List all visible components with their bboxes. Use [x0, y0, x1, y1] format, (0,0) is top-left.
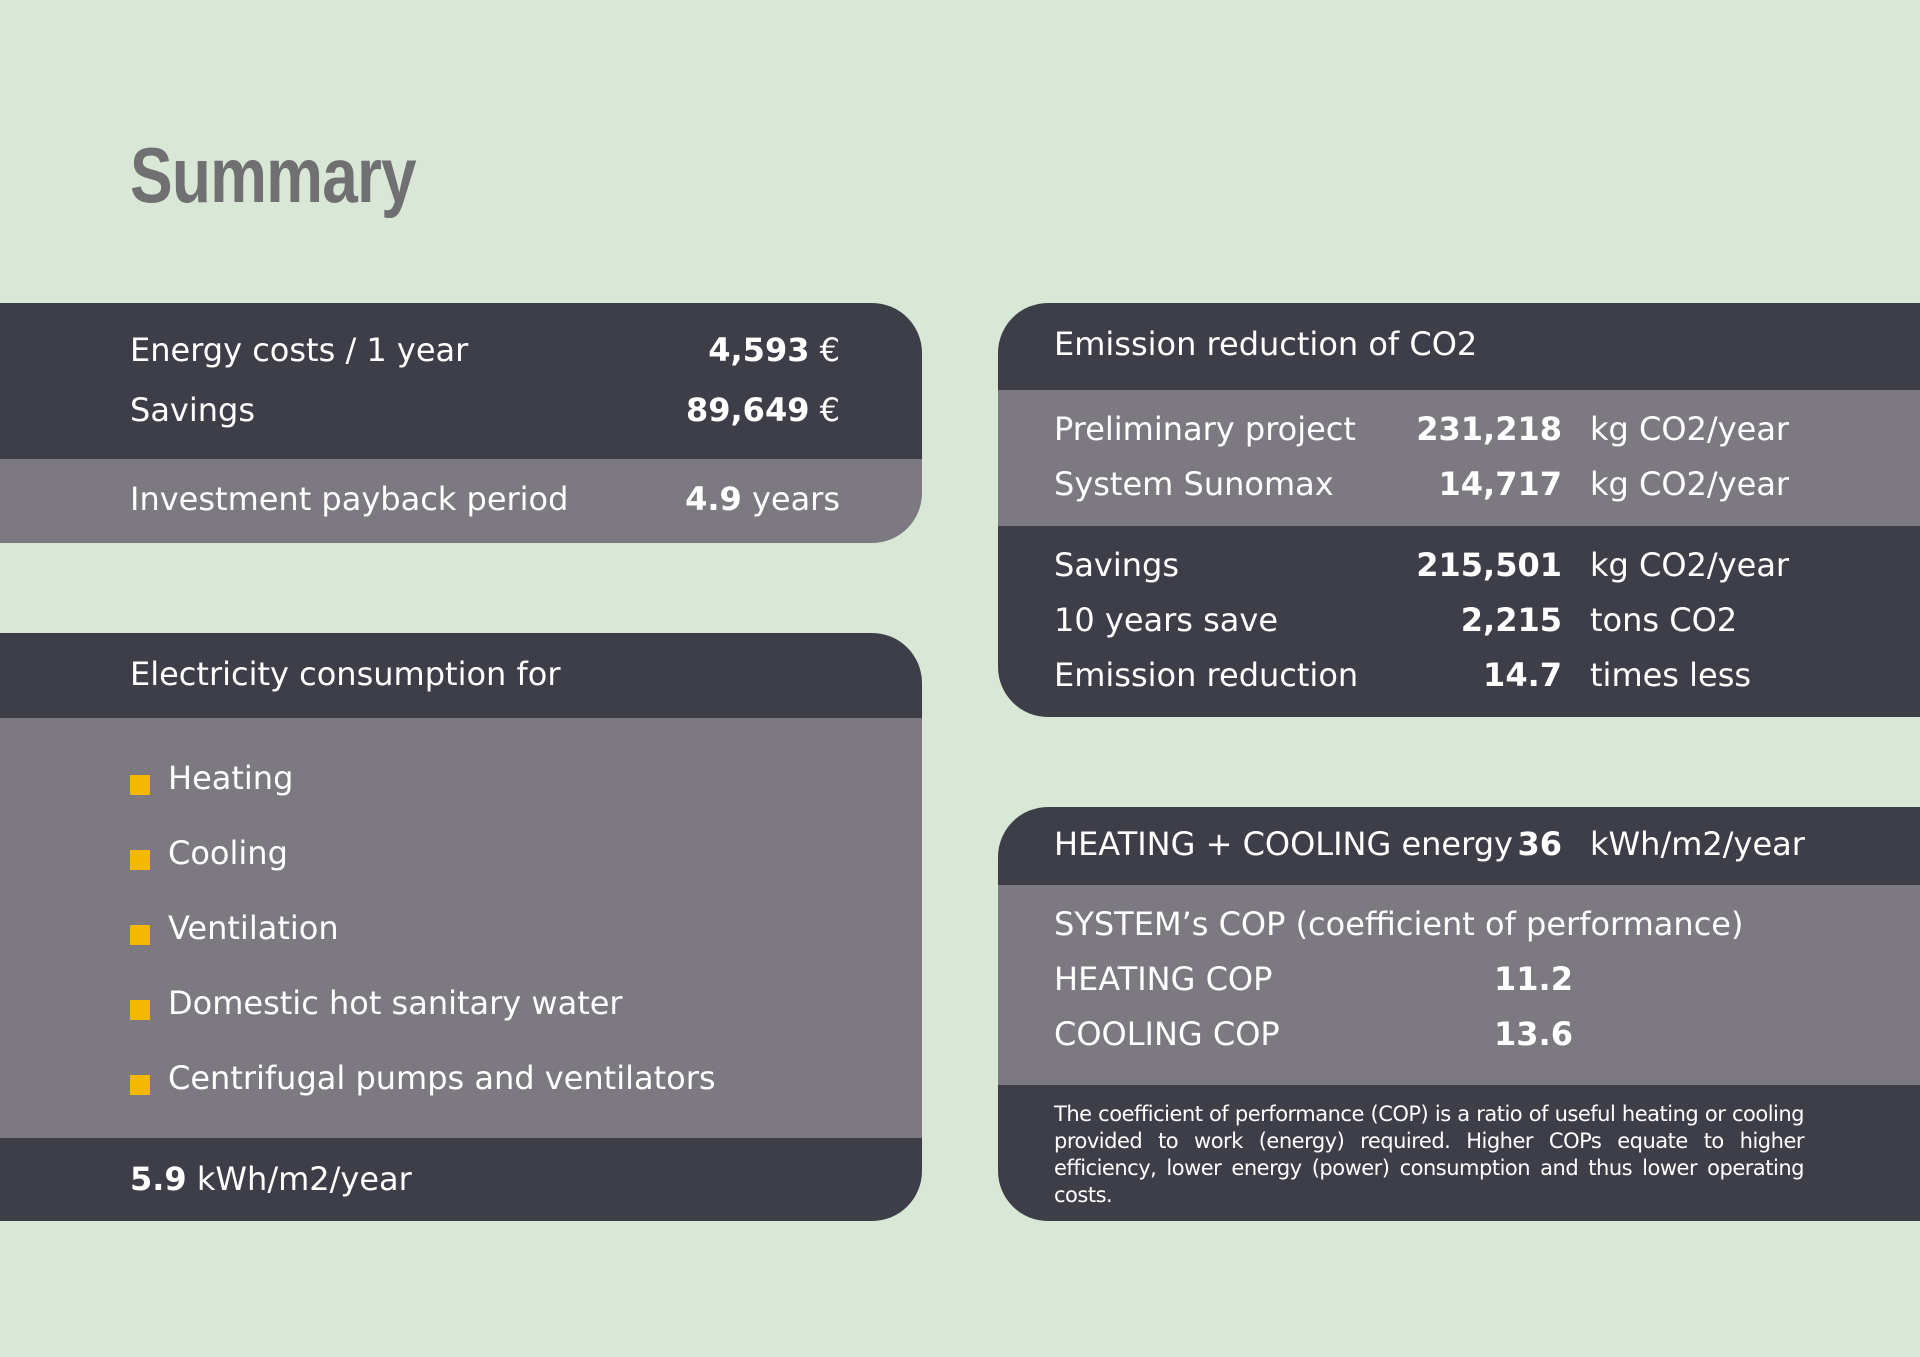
energy-costs-label: Energy costs / 1 year: [130, 331, 469, 369]
page-title: Summary: [130, 131, 416, 219]
payback-value: 4.9: [685, 480, 742, 518]
yellow-square-icon: [130, 1000, 150, 1020]
co2-row-value: 231,218: [1416, 410, 1562, 448]
co2-row-unit: times less: [1590, 656, 1752, 694]
cop-energy-label: HEATING + COOLING energy: [1054, 825, 1513, 863]
co2-row-unit: kg CO2/year: [1590, 410, 1790, 448]
yellow-square-icon: [130, 850, 150, 870]
cop-energy-value: 36: [1517, 825, 1562, 863]
yellow-square-icon: [130, 775, 150, 795]
energy-costs-value-group: [708, 331, 840, 369]
co2-row-value: 215,501: [1416, 546, 1562, 584]
energy-costs-value: 4,593: [708, 331, 810, 369]
electricity-card: [0, 633, 922, 1221]
co2-row-unit: tons CO2: [1590, 601, 1738, 639]
co2-project-section: [998, 390, 1920, 526]
energy-costs-unit: €: [819, 331, 840, 369]
co2-row-label: Savings: [1054, 546, 1180, 584]
cop-note-section: [998, 1085, 1920, 1221]
energy-costs-card: [0, 303, 922, 543]
list-item: Cooling: [168, 834, 288, 872]
electricity-total-group: [130, 1160, 412, 1198]
cop-cooling-value: 13.6: [1494, 1015, 1573, 1053]
co2-card: [998, 303, 1920, 717]
co2-row-unit: kg CO2/year: [1590, 546, 1790, 584]
yellow-square-icon: [130, 925, 150, 945]
cop-system-label: SYSTEM’s COP (coefficient of performance): [1054, 905, 1744, 943]
payback-value-group: [685, 480, 840, 518]
co2-row-value: 14.7: [1483, 656, 1562, 694]
co2-row-label: Emission reduction: [1054, 656, 1359, 694]
cop-heating-label: HEATING COP: [1054, 960, 1273, 998]
electricity-total-unit: kWh/m2/year: [196, 1160, 412, 1198]
list-item: Domestic hot sanitary water: [168, 984, 623, 1022]
co2-row-label: System Sunomax: [1054, 465, 1334, 503]
savings-label: Savings: [130, 391, 256, 429]
electricity-header-label: Electricity consumption for: [130, 655, 561, 693]
co2-row-value: 2,215: [1460, 601, 1562, 639]
cop-cooling-label: COOLING COP: [1054, 1015, 1280, 1053]
co2-header: [998, 303, 1920, 390]
co2-savings-section: [998, 526, 1920, 717]
electricity-total-value: 5.9: [130, 1160, 187, 1198]
payback-unit: years: [751, 480, 840, 518]
yellow-square-icon: [130, 1075, 150, 1095]
co2-row-unit: kg CO2/year: [1590, 465, 1790, 503]
co2-row-value: 14,717: [1438, 465, 1562, 503]
co2-header-label: Emission reduction of CO2: [1054, 325, 1478, 363]
payback-label: Investment payback period: [130, 480, 569, 518]
cop-heating-value: 11.2: [1494, 960, 1573, 998]
list-item: Ventilation: [168, 909, 339, 947]
list-item: Heating: [168, 759, 294, 797]
savings-unit: €: [819, 391, 840, 429]
electricity-total: [0, 1138, 922, 1221]
savings-value-group: [686, 391, 840, 429]
electricity-header: [0, 633, 922, 718]
co2-row-label: 10 years save: [1054, 601, 1279, 639]
cop-note: The coefficient of performance (COP) is a ratio of useful heating or cooling provided to work (energy) required. Higher COPs equate to higher efficiency, lower energy (power) consumption and thus lower operating costs.: [1054, 1102, 1804, 1207]
list-item: Centrifugal pumps and ventilators: [168, 1059, 716, 1097]
cop-energy-unit: kWh/m2/year: [1590, 825, 1805, 863]
co2-row-label: Preliminary project: [1054, 410, 1356, 448]
energy-costs-section: [0, 303, 922, 459]
electricity-list: [0, 718, 922, 1138]
cop-card: [998, 807, 1920, 1221]
cop-energy-header: [998, 807, 1920, 885]
savings-value: 89,649: [685, 391, 810, 429]
cop-values-section: [998, 885, 1920, 1085]
payback-section: [0, 459, 922, 543]
